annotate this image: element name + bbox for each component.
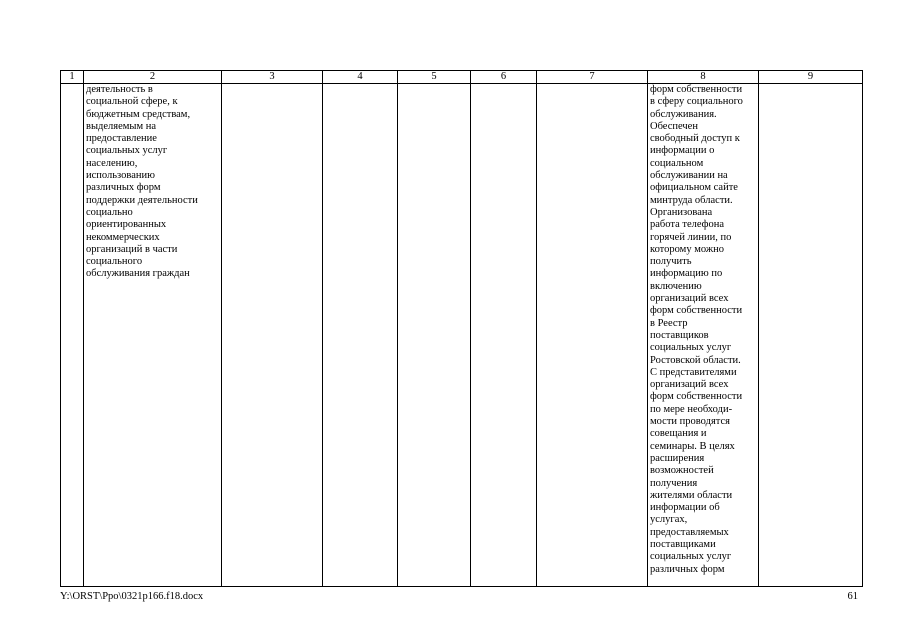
column-header-8: 8 [648,71,759,84]
cell-col-7 [537,84,648,587]
column-header-7: 7 [537,71,648,84]
cell-col-9 [759,84,863,587]
column-header-4: 4 [323,71,398,84]
cell-col-4 [323,84,398,587]
footer-file-path: Y:\ORST\Ppo\0321p166.f18.docx [60,591,204,602]
column-header-3: 3 [222,71,323,84]
table-row [61,84,863,587]
cell-col-6 [471,84,537,587]
header-row [61,71,863,84]
column-header-5: 5 [398,71,471,84]
cell-col-2: деятельность в социальной сфере, к бюджетным средствам, выделяемым на предоставление социальных услуг населению, использованию различных форм поддержки деятельности социально ориентированных некоммерческих организаций в части социального обслуживания граждан [84,84,222,587]
column-header-2: 2 [84,71,222,84]
cell-col-1 [61,84,84,587]
document-table [60,70,863,587]
cell-col-8: форм собственности в сферу социального обслуживания. Обеспечен свободный доступ к информации о социальном обслуживании на официальном сайте минтруда области. Организована работа телефона горячей линии, по которому можно получить информацию по включению организаций всех форм собственности в Реестр поставщиков социальных услуг Ростовской области. С представителями организаций всех форм собственности по мере необходи- мости проводятся совещания и семинары. В целях расширения возможностей получения жителями области информации об услугах, предоставляемых поставщиками социальных услуг различных форм [648,84,759,587]
cell-col-3 [222,84,323,587]
column-header-6: 6 [471,71,537,84]
footer-page-number: 61 [847,591,858,602]
column-header-9: 9 [759,71,863,84]
column-header-1: 1 [61,71,84,84]
cell-col-5 [398,84,471,587]
